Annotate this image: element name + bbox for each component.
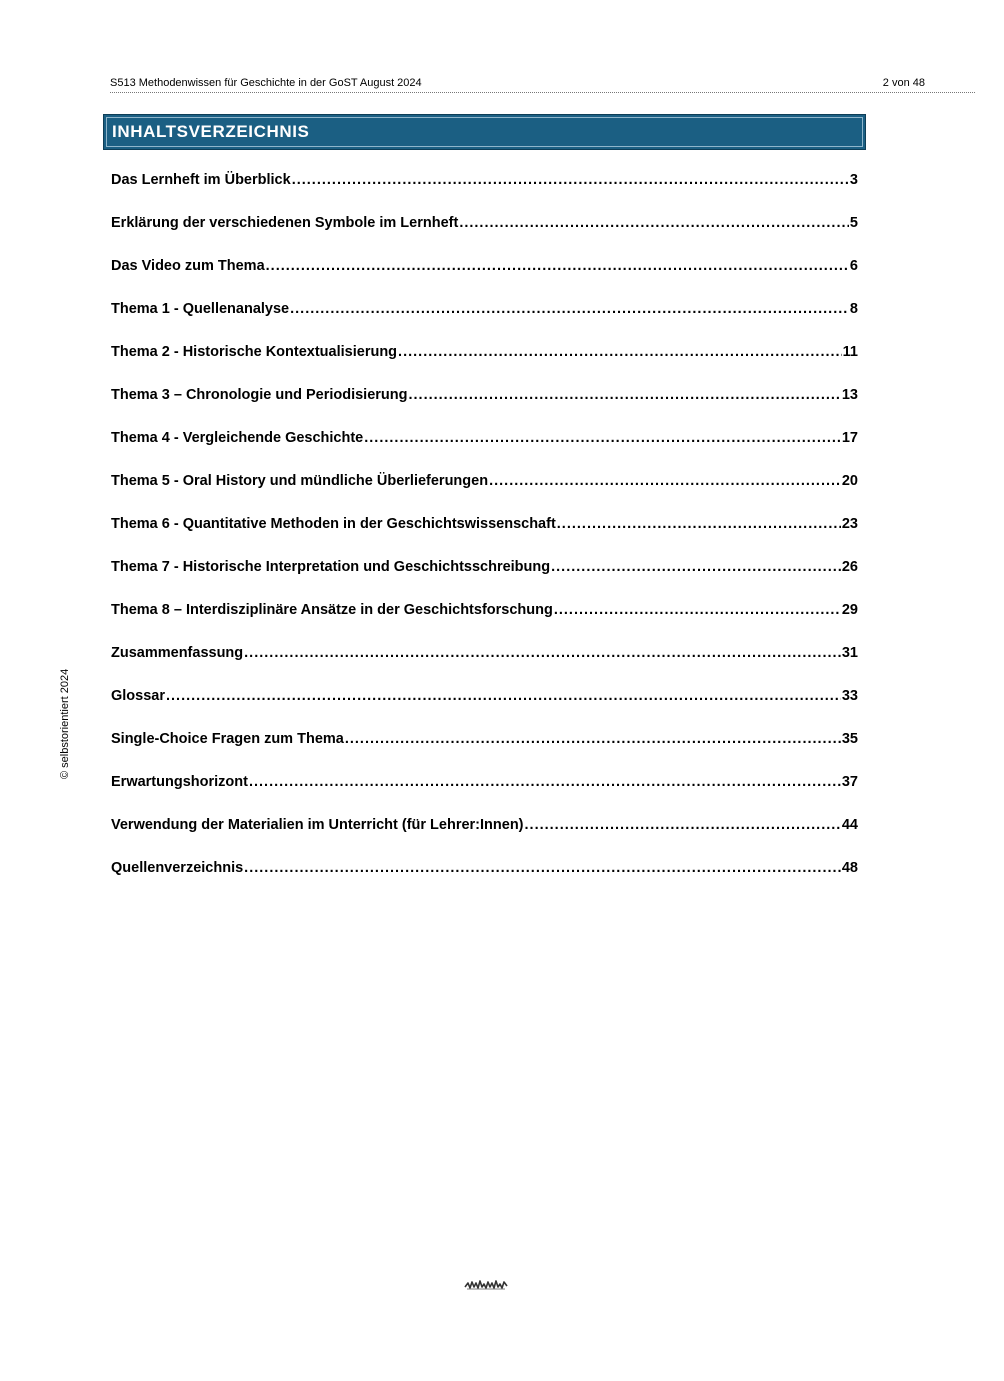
toc-entry-title: Thema 3 – Chronologie und Periodisierung — [111, 387, 408, 403]
toc-dot-leader — [554, 600, 841, 620]
toc-dot-leader — [398, 342, 842, 362]
toc-entry[interactable] — [111, 643, 858, 686]
header-divider — [110, 92, 975, 93]
toc-entry[interactable] — [111, 600, 858, 643]
toc-entry[interactable] — [111, 170, 858, 213]
toc-entry-page: 29 — [841, 602, 858, 618]
toc-entry[interactable] — [111, 858, 858, 901]
toc-entry-page: 13 — [841, 387, 858, 403]
toc-dot-leader — [459, 213, 849, 233]
toc-entry-title: Thema 2 - Historische Kontextualisierung — [111, 344, 398, 360]
toc-entry[interactable] — [111, 213, 858, 256]
page-number: 2 von 48 — [882, 77, 925, 89]
toc-entry[interactable] — [111, 428, 858, 471]
toc-entry-page: 37 — [841, 774, 858, 790]
toc-entry-page: 5 — [849, 215, 858, 231]
toc-entry-page: 23 — [841, 516, 858, 532]
toc-entry-title: Thema 4 - Vergleichende Geschichte — [111, 430, 364, 446]
toc-entry[interactable] — [111, 385, 858, 428]
toc-entry-page: 8 — [849, 301, 858, 317]
toc-entry-title: Erwartungshorizont — [111, 774, 248, 790]
toc-entry-title: Verwendung der Materialien im Unterricht (für Lehrer:Innen) — [111, 817, 524, 833]
toc-entry[interactable] — [111, 514, 858, 557]
toc-entry[interactable] — [111, 299, 858, 342]
toc-entry[interactable] — [111, 342, 858, 385]
toc-dot-leader — [292, 170, 849, 190]
toc-dot-leader — [557, 514, 841, 534]
toc-entry-title: Quellenverzeichnis — [111, 860, 244, 876]
toc-entry-title: Erklärung der verschiedenen Symbole im Lernheft — [111, 215, 459, 231]
toc-entry-page: 31 — [841, 645, 858, 661]
toc-entry-title: Glossar — [111, 688, 165, 704]
toc-entry[interactable] — [111, 772, 858, 815]
toc-entry-title: Das Video zum Thema — [111, 258, 265, 274]
table-of-contents — [111, 170, 858, 901]
toc-entry-title: Thema 1 - Quellenanalyse — [111, 301, 290, 317]
toc-entry[interactable] — [111, 815, 858, 858]
toc-entry-title: Zusammenfassung — [111, 645, 244, 661]
toc-entry-page: 48 — [841, 860, 858, 876]
toc-dot-leader — [244, 858, 841, 878]
toc-dot-leader — [166, 686, 841, 706]
toc-entry-page: 17 — [841, 430, 858, 446]
toc-entry-page: 6 — [849, 258, 858, 274]
toc-entry-title: Thema 5 - Oral History und mündliche Überlieferungen — [111, 473, 489, 489]
toc-entry[interactable] — [111, 557, 858, 600]
toc-dot-leader — [408, 385, 840, 405]
toc-entry[interactable] — [111, 471, 858, 514]
toc-entry[interactable] — [111, 729, 858, 772]
toc-entry-page: 35 — [841, 731, 858, 747]
toc-dot-leader — [489, 471, 841, 491]
toc-dot-leader — [244, 643, 841, 663]
toc-entry[interactable] — [111, 686, 858, 729]
toc-dot-leader — [266, 256, 849, 276]
toc-entry-page: 26 — [841, 559, 858, 575]
toc-dot-leader — [525, 815, 841, 835]
toc-entry-title: Single-Choice Fragen zum Thema — [111, 731, 344, 747]
toc-heading: INHALTSVERZEICHNIS — [112, 122, 310, 141]
toc-dot-leader — [345, 729, 841, 749]
document-title: S513 Methodenwissen für Geschichte in der GoST August 2024 — [110, 77, 422, 89]
toc-entry-page: 11 — [842, 344, 858, 360]
toc-dot-leader — [551, 557, 841, 577]
toc-entry-title: Thema 8 – Interdisziplinäre Ansätze in der Geschichtsforschung — [111, 602, 553, 618]
toc-entry-title: Thema 7 - Historische Interpretation und Geschichtsschreibung — [111, 559, 551, 575]
toc-entry-page: 3 — [849, 172, 858, 188]
toc-entry[interactable] — [111, 256, 858, 299]
handwritten-signature-icon — [464, 1278, 508, 1292]
page-header — [110, 76, 925, 90]
toc-entry-page: 44 — [841, 817, 858, 833]
toc-entry-page: 33 — [841, 688, 858, 704]
toc-dot-leader — [249, 772, 841, 792]
toc-dot-leader — [364, 428, 841, 448]
toc-entry-title: Das Lernheft im Überblick — [111, 172, 291, 188]
toc-entry-title: Thema 6 - Quantitative Methoden in der Geschichtswissenschaft — [111, 516, 556, 532]
copyright-notice: © selbstorientiert 2024 — [59, 668, 71, 779]
toc-heading-box — [103, 114, 866, 150]
toc-dot-leader — [290, 299, 849, 319]
toc-entry-page: 20 — [841, 473, 858, 489]
